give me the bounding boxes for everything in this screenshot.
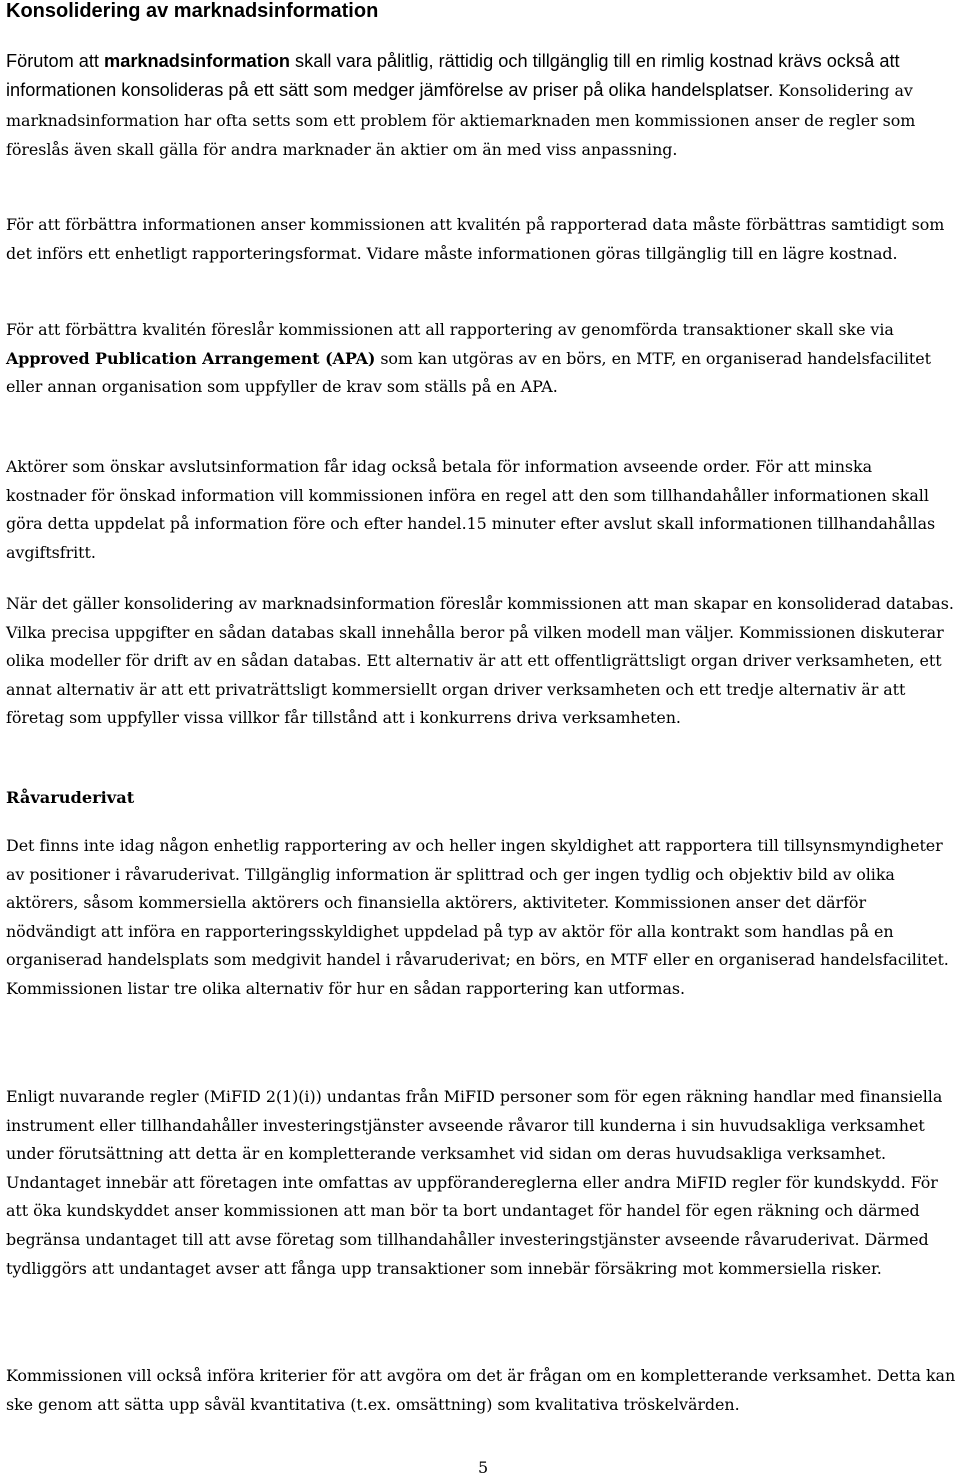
paragraph-text: skall vara pålitlig, rättidig och tillgänglig till en rimlig kostnad krävs också att informationen konsolideras på ett sätt som medger jämförelse av priser på olika handelsplatser. <box>6 51 900 100</box>
paragraph-text: Förutom att <box>6 51 105 71</box>
paragraph-text: Konsolidering av marknadsinformation har ofta setts som ett problem för aktiemarknaden men kommissionen anser de regler som föreslås även skall gälla för andra marknader än aktier om än med viss anpassning. <box>6 81 916 160</box>
paragraph-text: För att förbättra kvalitén föreslår kommissionen att all rapportering av genomförda transaktioner skall ske via <box>6 320 894 339</box>
paragraph-intro <box>6 47 956 165</box>
paragraph-mifid-undantag: Enligt nuvarande regler (MiFID 2(1)(i)) undantas från MiFID personer som för egen räkning handlar med finansiella instrument eller tillhandahåller investeringstjänster avseende råvaror till kunderna i sin huvudsakliga verksamhet under förutsättning att detta är en kompletterande verksamhet vid sidan om deras huvudsakliga verksamhet. Undantaget innebär att företagen inte omfattas av uppförandereglerna eller andra MiFID regler för kundskydd. För att öka kundskyddet anser kommissionen att man bör ta bort undantaget för handel för egen räkning och därmed begränsa undantaget till att avse företag som tillhandahåller investeringstjänster avseende råvaruderivat. Därmed tydliggörs att undantaget avser att fånga upp transaktioner som innebär försäkring mot kommersiella risker. <box>6 1087 943 1278</box>
paragraph-apa <box>6 316 956 402</box>
section-heading-ravaruderivat: Råvaruderivat <box>6 788 135 807</box>
paragraph-kriterier: Kommissionen vill också införa kriterier för att avgöra om det är frågan om en kompletterande verksamhet. Detta kan ske genom att sätta upp såväl kvantitativa (t.ex. omsättning) som kvalitativa tröskelvärden. <box>6 1366 956 1414</box>
paragraph-avslutsinformation: Aktörer som önskar avslutsinformation får idag också betala för information avseende order. För att minska kostnader för önskad information vill kommissionen införa en regel att den som tillhandahåller informationen skall göra detta uppdelat på information före och efter handel.15 minuter efter avslut skall informationen tillhandahållas avgiftsfritt. <box>6 457 936 562</box>
paragraph-text: som kan utgöras av en börs, en MTF, en organiserad handelsfacilitet eller annan organisation som uppfyller de krav som ställs på en APA. <box>6 348 931 397</box>
paragraph-rapportering-ravaruderivat: Det finns inte idag någon enhetlig rapportering av och heller ingen skyldighet att rapportera till tillsynsmyndigheter av positioner i råvaruderivat. Tillgänglig information är splittrad och ger ingen tydlig och objektiv bild av olika aktörers, såsom kommersiella aktörers och finansiella aktörers, aktiviteter. Kommissionen anser det därför nödvändigt att införa en rapporteringsskyldighet uppdelad på typ av aktör för alla kontrakt som handlas på en organiserad handelsplats som medgivit handel i råvaruderivat; en börs, en MTF eller en organiserad handelsfacilitet. Kommissionen listar tre olika alternativ för hur en sådan rapportering kan utformas. <box>6 836 949 998</box>
bold-term: Approved Publication Arrangement (APA) <box>6 348 376 368</box>
bold-term: marknadsinformation <box>104 51 290 71</box>
paragraph-konsoliderad-databas: När det gäller konsolidering av marknadsinformation föreslår kommissionen att man skapar en konsoliderad databas. Vilka precisa uppgifter en sådan databas skall innehålla beror på vilken modell man väljer. Kommissionen diskuterar olika modeller för drift av en sådan databas. Ett alternativ är att ett offentligrättsligt organ driver verksamheten, ett annat alternativ är att ett privaträttsligt kommersiellt organ driver verksamheten och ett tredje alternativ är att företag som uppfyller vissa villkor får tillstånd att i konkurrens driva verksamheten. <box>6 594 954 728</box>
paragraph-informationsforbattring: För att förbättra informationen anser kommissionen att kvalitén på rapporterad data måste förbättras samtidigt som det införs ett enhetligt rapporteringsformat. Vidare måste informationen göras tillgänglig till en lägre kostnad. <box>6 215 945 263</box>
page-number: 5 <box>478 1458 489 1477</box>
section-heading-konsolidering: Konsolidering av marknadsinformation <box>6 0 379 22</box>
